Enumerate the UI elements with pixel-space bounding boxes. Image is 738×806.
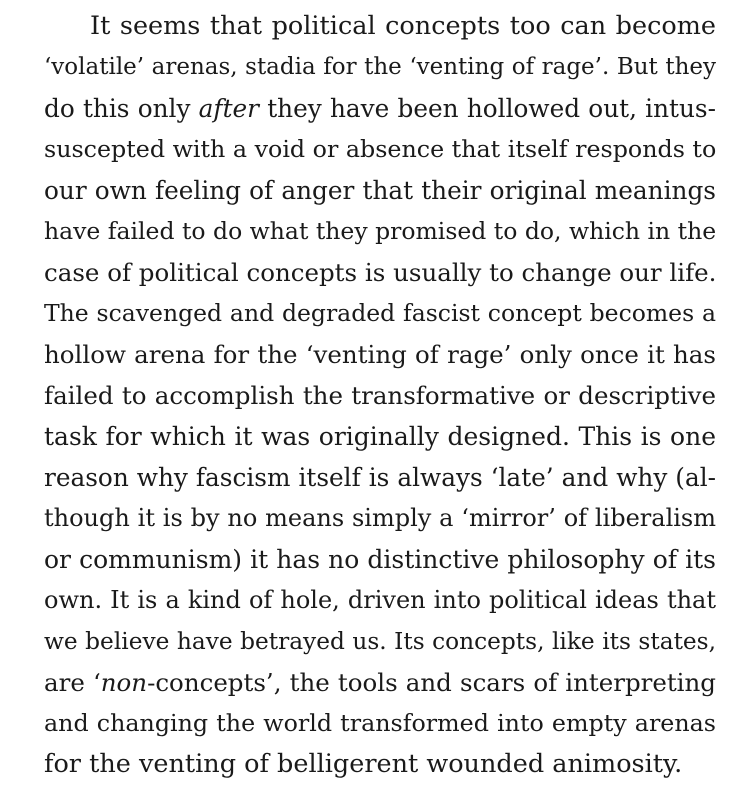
text-line (44, 662, 716, 703)
text-run: we believe have betrayed us. Its concepts, like its states, (44, 628, 716, 655)
text-run: have failed to do what they promised to do, which in the (44, 217, 717, 245)
text-run: ‘volatile’ arenas, stadia for the ‘venting of rage’. But they (44, 54, 716, 80)
text-run: reason why fascism itself is always ‘late’ and why (al- (44, 463, 716, 492)
text-run: are ‘ (44, 668, 101, 697)
text-run: for the venting of belligerent wounded animosity. (44, 749, 683, 779)
text-line (44, 252, 716, 293)
document-page (44, 6, 716, 785)
text-line (44, 6, 716, 47)
text-line (44, 744, 716, 785)
text-line (44, 88, 716, 129)
text-run: suscepted with a void or absence that itself responds to (44, 135, 717, 163)
text-line (44, 498, 716, 539)
text-run: failed to accomplish the transformative or descriptive (44, 381, 716, 410)
text-line (44, 621, 716, 662)
text-line (44, 293, 716, 334)
text-line (44, 129, 716, 170)
text-run: or communism) it has no distinctive philosophy of its (44, 545, 716, 574)
text-run: -concepts’, the tools and scars of interpreting (147, 668, 716, 697)
text-run: our own feeling of anger that their original meanings (44, 176, 716, 205)
text-line (44, 170, 716, 211)
text-run: do this only (44, 94, 199, 123)
text-line (44, 580, 716, 621)
text-run: It seems that political concepts too can become (90, 11, 716, 41)
text-line (44, 703, 716, 744)
text-run: The scavenged and degraded fascist concept becomes a (44, 299, 716, 327)
text-run: case of political concepts is usually to change our life. (44, 258, 717, 287)
body-paragraph (44, 6, 716, 785)
text-run: own. It is a kind of hole, driven into political ideas that (44, 586, 716, 614)
text-run: though it is by no means simply a ‘mirror’ of liberalism (44, 504, 716, 532)
text-run: they have been hollowed out, intus- (259, 94, 716, 123)
text-line (44, 334, 716, 375)
text-line (44, 211, 716, 252)
text-line (44, 416, 716, 457)
text-run: hollow arena for the ‘venting of rage’ only once it has (44, 340, 716, 369)
text-line (44, 375, 716, 416)
text-run: and changing the world transformed into empty arenas (44, 709, 716, 737)
text-run: task for which it was originally designed. This is one (44, 422, 716, 451)
text-line (44, 47, 716, 88)
text-line (44, 539, 716, 580)
italic-text: after (198, 94, 260, 123)
italic-text: non (100, 668, 148, 697)
text-line (44, 457, 716, 498)
